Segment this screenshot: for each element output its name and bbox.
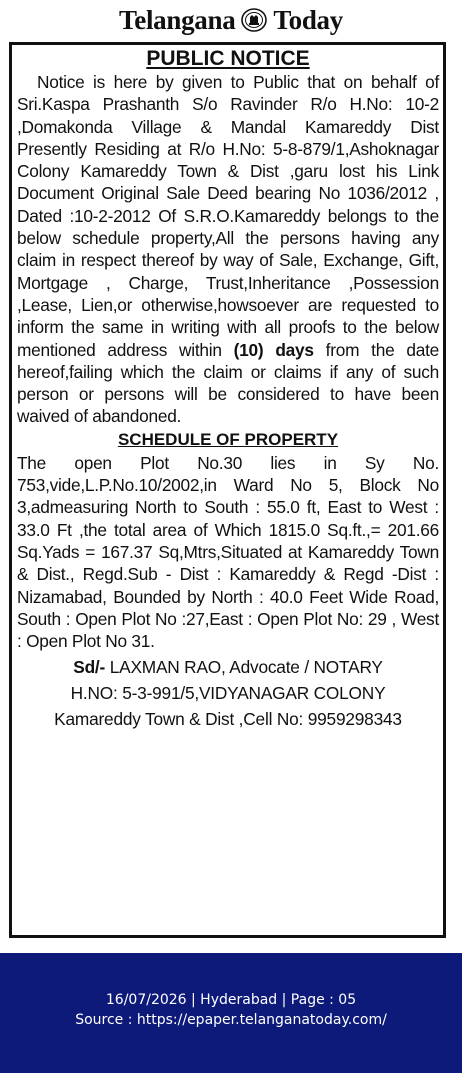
notice-title: PUBLIC NOTICE xyxy=(146,47,310,70)
state-emblem-icon xyxy=(241,8,267,32)
notice-days-highlight: (10) days xyxy=(233,339,314,360)
signature-name: LAXMAN RAO, Advocate / NOTARY xyxy=(109,657,383,678)
notice-body-part-2: from the date hereof,failing which the claim or claims if any of such person or persons will be considered to have been waived of abandoned. xyxy=(17,339,439,427)
schedule-title: SCHEDULE OF PROPERTY xyxy=(117,429,339,449)
footer-source-line[interactable]: Source : https://epaper.telanganatoday.com/ xyxy=(75,1012,387,1028)
notice-body xyxy=(17,71,439,428)
newspaper-masthead xyxy=(0,0,462,40)
signature-prefix: Sd/- xyxy=(73,657,106,678)
masthead-name-left: Telangana xyxy=(119,4,236,35)
footer-date-line: 16/07/2026 | Hyderabad | Page : 05 xyxy=(105,992,357,1008)
masthead-name-right: Today xyxy=(273,4,343,35)
public-notice-box xyxy=(9,42,446,938)
address-line: H.NO: 5-3-991/5,VIDYANAGAR COLONY xyxy=(70,683,386,704)
contact-line: Kamareddy Town & Dist ,Cell No: 9959298343 xyxy=(54,709,402,730)
notice-body-part-1: Notice is here by given to Public that on behalf of Sri.Kaspa Prashanth S/o Ravinder R/o H.No: 10-2 ,Domakonda Village & Mandal Kamareddy Dist Presently Residing at R/o H.No: 5-8-879/1,Ashoknagar Colony Kamareddy Town & Dist ,garu lost his Link Document Original Sale Deed bearing No 1036/2012 , Dated :10-2-2012 Of S.R.O.Kamareddy belongs to the below schedule property,All the persons having any claim in respect thereof by way of Sale, Exchange, Gift, Mortgage , Charge, Trust,Inheritance ,Possession ,Lease, Lien,or otherwise,howsoever are requested to inform the same in writing with all proofs to the below mentioned address within xyxy=(17,72,439,360)
signature-line xyxy=(17,654,439,680)
page-footer xyxy=(0,953,462,1073)
schedule-body: The open Plot No.30 lies in Sy No. 753,vide,L.P.No.10/2002,in Ward No 5, Block No 3,admeasuring North to South : 55.0 ft, East to West : 33.0 Ft ,the total area of Which 1815.0 Sq.ft.,= 201.66 Sq.Yads = 167.37 Sq,Mtrs,Situated at Kamareddy Town & Dist., Regd.Sub - Dist : Kamareddy & Regd -Dist : Nizamabad, Bounded by North : 40.0 Feet Wide Road, South : Open Plot No :27,East : Open Plot No: 29 , West : Open Plot No 31. xyxy=(17,452,439,652)
